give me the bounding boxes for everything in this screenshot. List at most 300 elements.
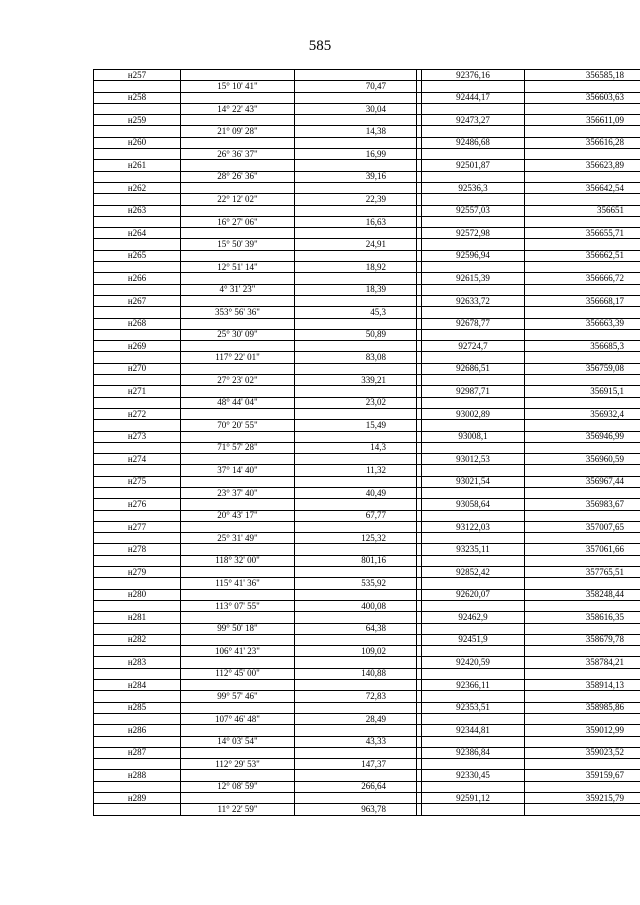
coord-y: 356967,44 — [525, 476, 640, 487]
empty-cell — [295, 92, 417, 103]
segment-row — [94, 375, 640, 386]
empty-cell — [181, 770, 295, 781]
empty-cell — [295, 544, 417, 555]
empty-cell — [181, 137, 295, 148]
segment-length: 43,33 — [295, 736, 417, 747]
point-id: н279 — [94, 567, 181, 578]
coord-x: 92557,03 — [422, 205, 525, 216]
empty-cell — [94, 397, 181, 408]
segment-length: 11,32 — [295, 465, 417, 476]
empty-cell — [295, 634, 417, 645]
point-row — [94, 793, 640, 804]
direction-angle: 48° 44' 04" — [181, 397, 295, 408]
direction-angle: 14° 22' 43" — [181, 103, 295, 114]
segment-row — [94, 420, 640, 431]
point-id: н265 — [94, 250, 181, 261]
coord-y: 356759,08 — [525, 363, 640, 374]
point-id: н258 — [94, 92, 181, 103]
coord-x: 93021,54 — [422, 476, 525, 487]
coord-x: 92620,07 — [422, 589, 525, 600]
point-row — [94, 725, 640, 736]
empty-cell — [422, 781, 525, 792]
empty-cell — [94, 555, 181, 566]
empty-cell — [525, 352, 640, 363]
empty-cell — [422, 578, 525, 589]
empty-cell — [94, 578, 181, 589]
direction-angle: 70° 20' 55" — [181, 420, 295, 431]
coord-x: 92591,12 — [422, 793, 525, 804]
empty-cell — [525, 781, 640, 792]
empty-cell — [295, 454, 417, 465]
empty-cell — [181, 747, 295, 758]
direction-angle: 113° 07' 55" — [181, 600, 295, 611]
empty-cell — [295, 295, 417, 306]
coord-x: 93008,1 — [422, 431, 525, 442]
direction-angle: 99° 50' 18" — [181, 623, 295, 634]
point-row — [94, 137, 640, 148]
empty-cell — [295, 657, 417, 668]
empty-cell — [422, 465, 525, 476]
direction-angle: 11° 22' 59" — [181, 804, 295, 815]
empty-cell — [181, 228, 295, 239]
segment-row — [94, 239, 640, 250]
coord-x: 92451,9 — [422, 634, 525, 645]
point-id: н273 — [94, 431, 181, 442]
empty-cell — [181, 115, 295, 126]
direction-angle: 25° 30' 09" — [181, 329, 295, 340]
empty-cell — [422, 442, 525, 453]
empty-cell — [525, 600, 640, 611]
segment-row — [94, 262, 640, 273]
segment-length: 963,78 — [295, 804, 417, 815]
empty-cell — [295, 431, 417, 442]
empty-cell — [181, 544, 295, 555]
coord-y: 356960,59 — [525, 454, 640, 465]
segment-row — [94, 171, 640, 182]
empty-cell — [181, 454, 295, 465]
segment-length: 50,89 — [295, 329, 417, 340]
coord-x: 92344,81 — [422, 725, 525, 736]
coord-y: 356642,54 — [525, 182, 640, 193]
coord-y: 356623,89 — [525, 160, 640, 171]
coord-y: 356668,17 — [525, 295, 640, 306]
empty-cell — [94, 668, 181, 679]
point-row — [94, 747, 640, 758]
empty-cell — [525, 194, 640, 205]
segment-length: 40,49 — [295, 487, 417, 498]
segment-length: 30,04 — [295, 103, 417, 114]
empty-cell — [525, 510, 640, 521]
coord-x: 92615,39 — [422, 273, 525, 284]
point-id: н288 — [94, 770, 181, 781]
empty-cell — [295, 793, 417, 804]
point-id: н287 — [94, 747, 181, 758]
empty-cell — [525, 623, 640, 634]
point-id: н285 — [94, 702, 181, 713]
empty-cell — [422, 646, 525, 657]
segment-length: 15,49 — [295, 420, 417, 431]
empty-cell — [181, 612, 295, 623]
direction-angle: 115° 41' 36" — [181, 578, 295, 589]
segment-length: 339,21 — [295, 375, 417, 386]
empty-cell — [295, 341, 417, 352]
empty-cell — [422, 397, 525, 408]
empty-cell — [525, 103, 640, 114]
point-row — [94, 454, 640, 465]
direction-angle: 117° 22' 01" — [181, 352, 295, 363]
point-id: н262 — [94, 182, 181, 193]
point-row — [94, 182, 640, 193]
empty-cell — [525, 442, 640, 453]
point-row — [94, 408, 640, 419]
empty-cell — [525, 307, 640, 318]
coord-y: 356662,51 — [525, 250, 640, 261]
empty-cell — [181, 702, 295, 713]
coord-y: 359215,79 — [525, 793, 640, 804]
point-id: н267 — [94, 295, 181, 306]
direction-angle: 26° 36' 37" — [181, 149, 295, 160]
empty-cell — [422, 623, 525, 634]
empty-cell — [181, 657, 295, 668]
coord-x: 92386,84 — [422, 747, 525, 758]
direction-angle: 15° 50' 39" — [181, 239, 295, 250]
direction-angle: 21° 09' 28" — [181, 126, 295, 137]
segment-length: 14,38 — [295, 126, 417, 137]
coord-y: 358784,21 — [525, 657, 640, 668]
empty-cell — [295, 318, 417, 329]
point-id: н260 — [94, 137, 181, 148]
empty-cell — [525, 397, 640, 408]
empty-cell — [525, 465, 640, 476]
segment-row — [94, 646, 640, 657]
segment-row — [94, 691, 640, 702]
empty-cell — [525, 668, 640, 679]
segment-row — [94, 103, 640, 114]
segment-length: 67,77 — [295, 510, 417, 521]
coord-y: 356603,63 — [525, 92, 640, 103]
segment-length: 400,08 — [295, 600, 417, 611]
empty-cell — [295, 205, 417, 216]
coord-y: 356983,67 — [525, 499, 640, 510]
segment-row — [94, 578, 640, 589]
segment-row — [94, 329, 640, 340]
coord-x: 92678,77 — [422, 318, 525, 329]
empty-cell — [181, 250, 295, 261]
coord-y: 359012,99 — [525, 725, 640, 736]
coord-x: 92353,51 — [422, 702, 525, 713]
empty-cell — [525, 804, 640, 815]
empty-cell — [295, 182, 417, 193]
coord-x: 92420,59 — [422, 657, 525, 668]
direction-angle: 106° 41' 23" — [181, 646, 295, 657]
empty-cell — [295, 363, 417, 374]
point-id: н268 — [94, 318, 181, 329]
empty-cell — [295, 589, 417, 600]
segment-row — [94, 781, 640, 792]
point-row — [94, 386, 640, 397]
empty-cell — [422, 307, 525, 318]
point-row — [94, 680, 640, 691]
empty-cell — [422, 691, 525, 702]
empty-cell — [295, 567, 417, 578]
empty-cell — [295, 521, 417, 532]
empty-cell — [525, 149, 640, 160]
coord-y: 356915,1 — [525, 386, 640, 397]
coord-y: 358985,86 — [525, 702, 640, 713]
coord-y: 357765,51 — [525, 567, 640, 578]
segment-length: 24,91 — [295, 239, 417, 250]
empty-cell — [295, 273, 417, 284]
empty-cell — [525, 646, 640, 657]
empty-cell — [94, 103, 181, 114]
coord-y: 359023,52 — [525, 747, 640, 758]
empty-cell — [295, 250, 417, 261]
segment-row — [94, 81, 640, 92]
segment-length: 147,37 — [295, 759, 417, 770]
empty-cell — [181, 725, 295, 736]
empty-cell — [181, 521, 295, 532]
point-row — [94, 476, 640, 487]
segment-length: 535,92 — [295, 578, 417, 589]
empty-cell — [422, 262, 525, 273]
coord-x: 93012,53 — [422, 454, 525, 465]
empty-cell — [525, 759, 640, 770]
point-row — [94, 521, 640, 532]
coord-x: 92486,68 — [422, 137, 525, 148]
segment-row — [94, 533, 640, 544]
point-row — [94, 341, 640, 352]
segment-length: 140,88 — [295, 668, 417, 679]
direction-angle: 353° 56' 36" — [181, 307, 295, 318]
coord-y: 357007,65 — [525, 521, 640, 532]
coord-y: 359159,67 — [525, 770, 640, 781]
segment-row — [94, 759, 640, 770]
segment-length: 64,38 — [295, 623, 417, 634]
empty-cell — [422, 600, 525, 611]
coord-x: 92852,42 — [422, 567, 525, 578]
segment-row — [94, 487, 640, 498]
empty-cell — [94, 284, 181, 295]
coord-x: 92572,98 — [422, 228, 525, 239]
direction-angle: 23° 37' 40" — [181, 487, 295, 498]
point-row — [94, 589, 640, 600]
empty-cell — [525, 578, 640, 589]
empty-cell — [181, 499, 295, 510]
direction-angle: 99° 57' 46" — [181, 691, 295, 702]
segment-row — [94, 555, 640, 566]
empty-cell — [94, 736, 181, 747]
segment-length: 70,47 — [295, 81, 417, 92]
point-id: н278 — [94, 544, 181, 555]
empty-cell — [422, 804, 525, 815]
segment-row — [94, 216, 640, 227]
direction-angle: 37° 14' 40" — [181, 465, 295, 476]
coord-x: 93058,64 — [422, 499, 525, 510]
coord-y: 356585,18 — [525, 70, 640, 81]
point-row — [94, 70, 640, 81]
segment-row — [94, 194, 640, 205]
segment-row — [94, 623, 640, 634]
coord-x: 92366,11 — [422, 680, 525, 691]
direction-angle: 22° 12' 02" — [181, 194, 295, 205]
segment-length: 109,02 — [295, 646, 417, 657]
empty-cell — [525, 81, 640, 92]
direction-angle: 12° 51' 14" — [181, 262, 295, 273]
empty-cell — [295, 70, 417, 81]
direction-angle: 27° 23' 02" — [181, 375, 295, 386]
segment-row — [94, 668, 640, 679]
coord-y: 358679,78 — [525, 634, 640, 645]
empty-cell — [94, 510, 181, 521]
coord-y: 358914,13 — [525, 680, 640, 691]
empty-cell — [181, 431, 295, 442]
coord-x: 92686,51 — [422, 363, 525, 374]
empty-cell — [295, 725, 417, 736]
empty-cell — [94, 691, 181, 702]
empty-cell — [422, 420, 525, 431]
point-row — [94, 115, 640, 126]
empty-cell — [295, 747, 417, 758]
empty-cell — [94, 126, 181, 137]
point-row — [94, 770, 640, 781]
segment-length: 39,16 — [295, 171, 417, 182]
segment-length: 16,63 — [295, 216, 417, 227]
empty-cell — [422, 329, 525, 340]
point-id: н272 — [94, 408, 181, 419]
coord-x: 92473,27 — [422, 115, 525, 126]
empty-cell — [94, 149, 181, 160]
empty-cell — [181, 408, 295, 419]
empty-cell — [94, 352, 181, 363]
segment-length: 45,3 — [295, 307, 417, 318]
empty-cell — [422, 149, 525, 160]
coord-y: 356666,72 — [525, 273, 640, 284]
empty-cell — [94, 375, 181, 386]
point-id: н284 — [94, 680, 181, 691]
empty-cell — [181, 70, 295, 81]
empty-cell — [422, 510, 525, 521]
empty-cell — [525, 533, 640, 544]
segment-row — [94, 600, 640, 611]
empty-cell — [525, 691, 640, 702]
coord-x: 92376,16 — [422, 70, 525, 81]
segment-row — [94, 736, 640, 747]
coord-y: 356663,39 — [525, 318, 640, 329]
segment-length: 16,99 — [295, 149, 417, 160]
point-id: н274 — [94, 454, 181, 465]
point-row — [94, 228, 640, 239]
point-row — [94, 612, 640, 623]
point-id: н289 — [94, 793, 181, 804]
empty-cell — [422, 284, 525, 295]
empty-cell — [94, 600, 181, 611]
coord-y: 357061,66 — [525, 544, 640, 555]
coord-x: 92987,71 — [422, 386, 525, 397]
point-row — [94, 160, 640, 171]
coord-y: 356616,28 — [525, 137, 640, 148]
table-body — [94, 70, 640, 816]
segment-row — [94, 713, 640, 724]
segment-row — [94, 510, 640, 521]
empty-cell — [295, 386, 417, 397]
empty-cell — [295, 408, 417, 419]
point-id: н270 — [94, 363, 181, 374]
point-row — [94, 567, 640, 578]
direction-angle: 20° 43' 17" — [181, 510, 295, 521]
empty-cell — [181, 341, 295, 352]
segment-row — [94, 126, 640, 137]
empty-cell — [181, 567, 295, 578]
empty-cell — [422, 668, 525, 679]
segment-length: 22,39 — [295, 194, 417, 205]
coord-y: 356655,71 — [525, 228, 640, 239]
coord-y: 358616,35 — [525, 612, 640, 623]
point-row — [94, 318, 640, 329]
empty-cell — [525, 239, 640, 250]
segment-length: 18,92 — [295, 262, 417, 273]
empty-cell — [295, 228, 417, 239]
empty-cell — [422, 171, 525, 182]
empty-cell — [295, 612, 417, 623]
coord-y: 356932,4 — [525, 408, 640, 419]
segment-length: 72,83 — [295, 691, 417, 702]
empty-cell — [94, 781, 181, 792]
empty-cell — [94, 329, 181, 340]
coord-y: 356946,99 — [525, 431, 640, 442]
direction-angle: 16° 27' 06" — [181, 216, 295, 227]
empty-cell — [525, 171, 640, 182]
empty-cell — [181, 680, 295, 691]
empty-cell — [94, 533, 181, 544]
empty-cell — [181, 634, 295, 645]
point-id: н282 — [94, 634, 181, 645]
empty-cell — [422, 555, 525, 566]
empty-cell — [94, 81, 181, 92]
empty-cell — [94, 623, 181, 634]
empty-cell — [295, 680, 417, 691]
point-id: н271 — [94, 386, 181, 397]
empty-cell — [422, 533, 525, 544]
point-row — [94, 273, 640, 284]
empty-cell — [525, 375, 640, 386]
empty-cell — [422, 759, 525, 770]
empty-cell — [422, 487, 525, 498]
empty-cell — [181, 160, 295, 171]
empty-cell — [525, 736, 640, 747]
direction-angle: 12° 08' 59" — [181, 781, 295, 792]
direction-angle: 4° 31' 23" — [181, 284, 295, 295]
empty-cell — [525, 420, 640, 431]
empty-cell — [94, 262, 181, 273]
empty-cell — [94, 804, 181, 815]
direction-angle: 14° 03' 54" — [181, 736, 295, 747]
empty-cell — [94, 713, 181, 724]
empty-cell — [94, 465, 181, 476]
empty-cell — [295, 770, 417, 781]
empty-cell — [181, 318, 295, 329]
segment-length: 125,32 — [295, 533, 417, 544]
segment-row — [94, 149, 640, 160]
point-row — [94, 657, 640, 668]
direction-angle: 112° 29' 53" — [181, 759, 295, 770]
empty-cell — [94, 307, 181, 318]
segment-row — [94, 465, 640, 476]
empty-cell — [295, 499, 417, 510]
point-row — [94, 205, 640, 216]
point-id: н261 — [94, 160, 181, 171]
empty-cell — [295, 115, 417, 126]
segment-row — [94, 307, 640, 318]
